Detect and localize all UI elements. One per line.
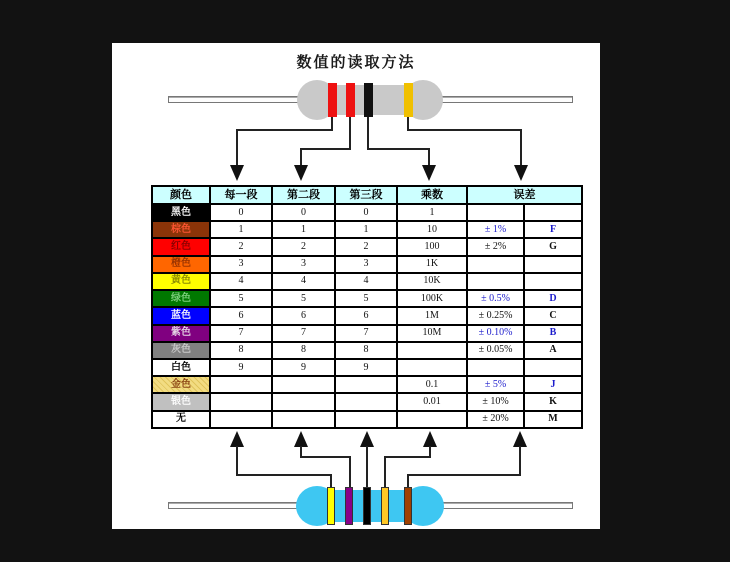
tolerance-code-cell: D — [524, 290, 582, 307]
diagram-panel — [112, 43, 600, 529]
band2-value-cell: 3 — [272, 256, 335, 273]
bottom-resistor-band-black — [363, 487, 371, 525]
top-resistor-band-gold — [404, 83, 413, 117]
band3-value-cell — [335, 393, 397, 410]
tolerance-code-cell: A — [524, 342, 582, 359]
header-band2: 第二段 — [272, 186, 335, 204]
multiplier-value-cell: 10K — [397, 273, 467, 290]
table-row — [152, 393, 582, 410]
top-resistor-band-black — [364, 83, 373, 117]
multiplier-value-cell — [397, 411, 467, 428]
color-code-table — [151, 185, 583, 429]
tolerance-code-cell — [524, 256, 582, 273]
band3-value-cell: 7 — [335, 325, 397, 342]
band3-value-cell: 8 — [335, 342, 397, 359]
tolerance-code-cell: C — [524, 307, 582, 324]
table-row — [152, 376, 582, 393]
tolerance-code-cell: B — [524, 325, 582, 342]
multiplier-value-cell: 10M — [397, 325, 467, 342]
band2-value-cell: 9 — [272, 359, 335, 376]
header-tolerance: 误差 — [467, 186, 582, 204]
header-band3: 第三段 — [335, 186, 397, 204]
band2-value-cell — [272, 393, 335, 410]
tolerance-value-cell — [467, 204, 524, 221]
tolerance-value-cell — [467, 256, 524, 273]
diagram-title: 数值的读取方法 — [296, 54, 416, 71]
header-multiplier: 乘数 — [397, 186, 467, 204]
color-name-cell: 无 — [152, 411, 210, 428]
band2-value-cell: 5 — [272, 290, 335, 307]
band3-value-cell — [335, 411, 397, 428]
band1-value-cell: 1 — [210, 221, 272, 238]
tolerance-value-cell — [467, 273, 524, 290]
multiplier-value-cell: 100 — [397, 238, 467, 255]
band3-value-cell: 9 — [335, 359, 397, 376]
band1-value-cell — [210, 411, 272, 428]
top-resistor-band-red — [328, 83, 337, 117]
color-name-cell: 金色 — [152, 376, 210, 393]
tolerance-code-cell: M — [524, 411, 582, 428]
band3-value-cell: 3 — [335, 256, 397, 273]
band2-value-cell — [272, 411, 335, 428]
band1-value-cell — [210, 393, 272, 410]
band1-value-cell: 5 — [210, 290, 272, 307]
tolerance-value-cell: ± 1% — [467, 221, 524, 238]
tolerance-value-cell: ± 20% — [467, 411, 524, 428]
table-row — [152, 359, 582, 376]
multiplier-value-cell: 100K — [397, 290, 467, 307]
band3-value-cell: 6 — [335, 307, 397, 324]
color-table-body — [152, 204, 582, 428]
band1-value-cell: 9 — [210, 359, 272, 376]
band1-value-cell: 4 — [210, 273, 272, 290]
band2-value-cell: 4 — [272, 273, 335, 290]
tolerance-value-cell: ± 0.10% — [467, 325, 524, 342]
tolerance-value-cell — [467, 359, 524, 376]
bottom-resistor-band-brown — [404, 487, 412, 525]
multiplier-value-cell: 10 — [397, 221, 467, 238]
header-band1: 每一段 — [210, 186, 272, 204]
band2-value-cell: 2 — [272, 238, 335, 255]
tolerance-value-cell: ± 5% — [467, 376, 524, 393]
table-row — [152, 273, 582, 290]
color-name-cell: 黑色 — [152, 204, 210, 221]
tolerance-code-cell — [524, 204, 582, 221]
band2-value-cell: 7 — [272, 325, 335, 342]
band3-value-cell: 1 — [335, 221, 397, 238]
band2-value-cell: 6 — [272, 307, 335, 324]
table-row — [152, 325, 582, 342]
table-row — [152, 221, 582, 238]
color-name-cell: 蓝色 — [152, 307, 210, 324]
multiplier-value-cell: 0.1 — [397, 376, 467, 393]
color-name-cell: 绿色 — [152, 290, 210, 307]
band3-value-cell — [335, 376, 397, 393]
color-name-cell: 灰色 — [152, 342, 210, 359]
color-name-cell: 银色 — [152, 393, 210, 410]
header-color: 颜色 — [152, 186, 210, 204]
table-row — [152, 342, 582, 359]
band1-value-cell: 6 — [210, 307, 272, 324]
bottom-resistor-band-gold — [381, 487, 389, 525]
top-resistor-band-red — [346, 83, 355, 117]
table-row — [152, 256, 582, 273]
tolerance-value-cell: ± 10% — [467, 393, 524, 410]
multiplier-value-cell: 1 — [397, 204, 467, 221]
color-name-cell: 棕色 — [152, 221, 210, 238]
table-row — [152, 238, 582, 255]
tolerance-value-cell: ± 2% — [467, 238, 524, 255]
multiplier-value-cell — [397, 342, 467, 359]
tolerance-code-cell — [524, 359, 582, 376]
band1-value-cell: 8 — [210, 342, 272, 359]
band1-value-cell — [210, 376, 272, 393]
band1-value-cell: 2 — [210, 238, 272, 255]
multiplier-value-cell: 1M — [397, 307, 467, 324]
tolerance-value-cell: ± 0.5% — [467, 290, 524, 307]
color-name-cell: 白色 — [152, 359, 210, 376]
multiplier-value-cell: 0.01 — [397, 393, 467, 410]
band2-value-cell: 1 — [272, 221, 335, 238]
tolerance-code-cell — [524, 273, 582, 290]
table-header-row — [152, 186, 582, 204]
bottom-resistor-band-purple — [345, 487, 353, 525]
multiplier-value-cell: 1K — [397, 256, 467, 273]
band3-value-cell: 5 — [335, 290, 397, 307]
color-name-cell: 橙色 — [152, 256, 210, 273]
tolerance-code-cell: K — [524, 393, 582, 410]
band3-value-cell: 2 — [335, 238, 397, 255]
table-row — [152, 204, 582, 221]
table-row — [152, 307, 582, 324]
multiplier-value-cell — [397, 359, 467, 376]
table-row — [152, 290, 582, 307]
tolerance-code-cell: J — [524, 376, 582, 393]
tolerance-code-cell: G — [524, 238, 582, 255]
color-name-cell: 黄色 — [152, 273, 210, 290]
band2-value-cell: 8 — [272, 342, 335, 359]
band1-value-cell: 7 — [210, 325, 272, 342]
band2-value-cell — [272, 376, 335, 393]
color-name-cell: 紫色 — [152, 325, 210, 342]
color-name-cell: 红色 — [152, 238, 210, 255]
tolerance-value-cell: ± 0.05% — [467, 342, 524, 359]
tolerance-code-cell: F — [524, 221, 582, 238]
band1-value-cell: 0 — [210, 204, 272, 221]
band1-value-cell: 3 — [210, 256, 272, 273]
band2-value-cell: 0 — [272, 204, 335, 221]
band3-value-cell: 0 — [335, 204, 397, 221]
tolerance-value-cell: ± 0.25% — [467, 307, 524, 324]
band3-value-cell: 4 — [335, 273, 397, 290]
table-row — [152, 411, 582, 428]
bottom-resistor-band-yellow — [327, 487, 335, 525]
